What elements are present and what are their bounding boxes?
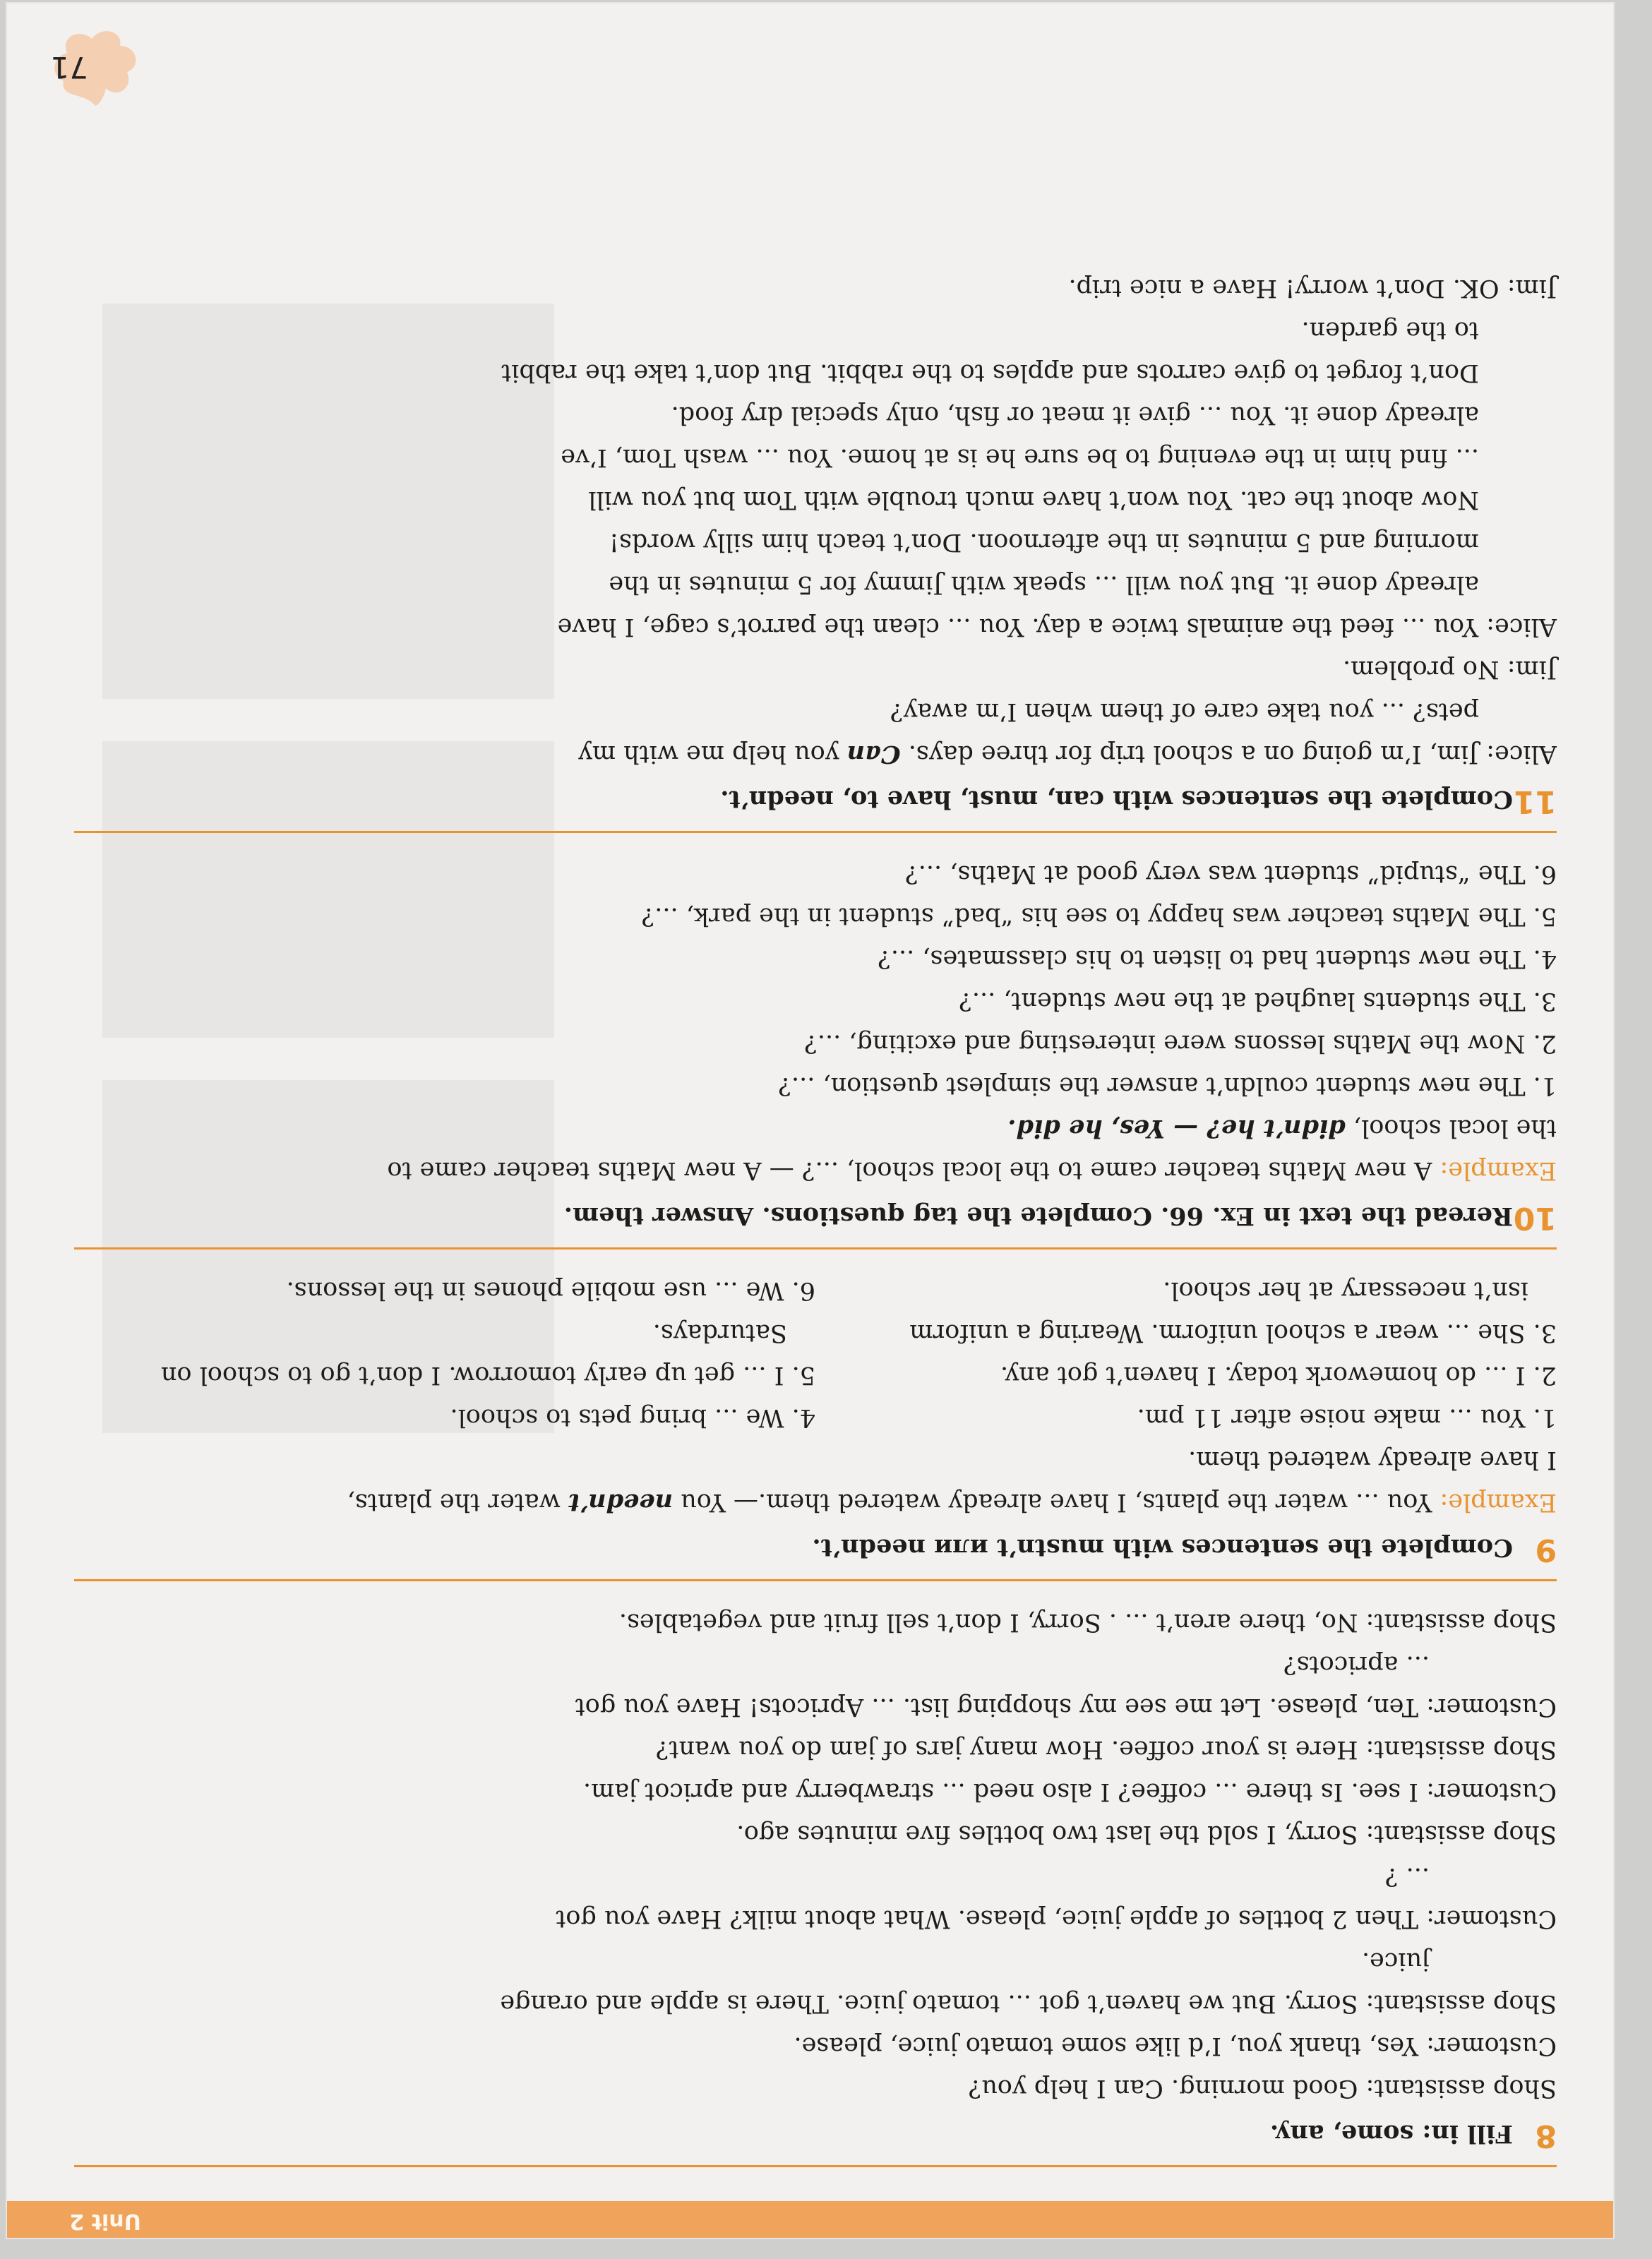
dialogue-line: Don’t forget to give carrots and apples to the rabbit. But don’t take the rabbit — [501, 359, 1479, 387]
dialogue-line: Customer: Then 2 bottles of apple juice, please. What about milk? Have you got — [556, 1905, 1557, 1933]
exercise-instruction: Reread the text in Ex. 66. Complete the tag questions. Answer them. — [563, 1202, 1513, 1230]
sentence-item: 5. I ... get up early tomorrow. I don’t go to school on Saturdays. — [160, 1319, 815, 1389]
example-line: I have already watered them. — [1188, 1446, 1557, 1474]
sentence-item: 6. We ... use mobile phones in the lessons. — [286, 1276, 815, 1305]
exercise-number: 10 — [1513, 1200, 1557, 1236]
page-content — [74, 267, 1557, 2167]
dialogue-line: Jim: No problem. — [1343, 655, 1557, 683]
exercise-10 — [74, 853, 1557, 1250]
exercise-10-header — [74, 1194, 1557, 1250]
exercise-number: 11 — [1513, 784, 1557, 820]
unit-header-band — [7, 2201, 1613, 2238]
dialogue-line: Customer: Ten, please. Let me see my shopping list. ... Apricots! Have you got — [575, 1693, 1557, 1721]
exercise-8-header — [74, 2112, 1557, 2167]
sentence-item: 2. Now the Maths lessons were interesting and exciting, ...? — [804, 1029, 1557, 1057]
sentence-item: 3. The students laughed at the new student, ...? — [959, 987, 1557, 1015]
sentence-item: 4. The new student had to listen to his classmates, ...? — [878, 945, 1557, 973]
dialogue-line: Jim: OK. Don’t worry! Have a nice trip. — [1068, 274, 1557, 302]
exercise-9-header — [74, 1526, 1557, 1581]
exercise-11-header — [74, 778, 1557, 833]
dialogue-line: juice. — [1361, 1947, 1430, 1975]
left-column — [815, 1269, 1557, 1439]
dialogue-line: Shop assistant: Here is your coffee. How many jars of jam do you want? — [655, 1735, 1557, 1763]
dialogue-line — [74, 733, 1557, 775]
exercise-9 — [74, 1269, 1557, 1581]
dialogue-line: ... apricots? — [1283, 1650, 1430, 1679]
dialogue-line: morning and 5 minutes in the afternoon. Don’t teach him silly words! — [609, 528, 1479, 556]
sentence-item: 6. The “stupid” student was very good at Maths, ...? — [905, 860, 1557, 888]
dialogue-line: ... find him in the evening to be sure he is at home. You ... wash Tom, I’ve — [561, 443, 1479, 472]
example-line — [74, 1481, 1557, 1523]
example-answer: needn’t — [568, 1488, 674, 1517]
page-number: 71 — [50, 50, 88, 85]
dialogue-text: you help me with my — [578, 740, 847, 768]
sentence-item: 3. She ... wear a school uniform. Wearing a uniform isn’t necessary at her school. — [909, 1276, 1557, 1347]
sentence-item: 5. The Maths teacher was happy to see his “bad” student in the park, ...? — [641, 902, 1557, 930]
example-label: Example: — [1439, 1156, 1557, 1185]
dialogue-line: Shop assistant: Good morning. Can I help you? — [968, 2074, 1557, 2102]
exercise-instruction: Complete the sentences with mustn’t или needn’t. — [812, 1533, 1513, 1562]
example-answer: Can — [846, 740, 901, 769]
dialogue-line: Shop assistant: Sorry, I sold the last two bottles five minutes ago. — [736, 1820, 1557, 1848]
exercise-number: 8 — [1535, 2118, 1557, 2154]
dialogue-line: already done it. You ... give it meat or fish, only special dry food. — [671, 401, 1479, 429]
sentence-item: 1. The new student couldn’t answer the simplest question, ...? — [778, 1072, 1557, 1100]
exercise-8 — [74, 1601, 1557, 2167]
dialogue-line: Customer: Yes, thank you, I’d like some tomato juice, please. — [794, 2032, 1557, 2060]
textbook-page — [7, 4, 1613, 2238]
dialogue-text: Alice: Jim, I’m going on a school trip for three days. — [900, 740, 1557, 768]
example-line — [74, 1107, 1557, 1149]
unit-label: Unit 2 — [69, 2209, 141, 2234]
example-label: Example: — [1439, 1488, 1557, 1516]
exercise-instruction: Fill in: some, any. — [1269, 2119, 1513, 2148]
exercise-instruction: Complete the sentences with can, must, have to, needn’t. — [720, 785, 1513, 814]
sentence-item: 2. I ... do homework today. I haven’t got any. — [1000, 1361, 1557, 1389]
exercise-number: 9 — [1535, 1532, 1557, 1568]
example-line — [74, 1149, 1557, 1192]
dialogue-line: to the garden. — [1301, 316, 1479, 344]
dialogue-line: Alice: You ... feed the animals twice a day. You ... clean the parrot’s cage, I have — [557, 613, 1557, 641]
sentence-columns — [74, 1269, 1557, 1439]
example-text: A new Maths teacher came to the local school, ...? — A new Maths teacher came to — [387, 1156, 1432, 1185]
sentence-item: 4. We ... bring pets to school. — [450, 1403, 815, 1432]
exercise-11 — [74, 267, 1557, 833]
sentence-item: 1. You ... make noise after 11 pm. — [1137, 1403, 1557, 1432]
dialogue-line: Now about the cat. You won’t have much trouble with Tom but you will — [588, 486, 1479, 514]
example-text: You ... water the plants, I have already watered them.— You — [673, 1488, 1432, 1516]
example-text: the local school, — [1345, 1114, 1557, 1142]
dialogue-line: already done it. But you will ... speak with Jimmy for 5 minutes in the — [609, 570, 1479, 599]
dialogue-line: Shop assistant: Sorry. But we haven’t got ... tomato juice. There is apple and orange — [500, 1989, 1557, 2018]
dialogue-line: pets? ... you take care of them when I’m away? — [890, 697, 1479, 726]
dialogue-line: Customer: I see. Is there ... coffee? I also need ... strawberry and apricot jam. — [583, 1778, 1557, 1806]
dialogue-line: ... ? — [1384, 1862, 1430, 1891]
right-column — [74, 1269, 815, 1439]
example-answer: didn’t he? — Yes, he did. — [1007, 1114, 1346, 1143]
example-text: water the plants, — [347, 1488, 568, 1516]
dialogue-line: Shop assistant: No, there aren’t ... . Sorry, I don’t sell fruit and vegetables. — [618, 1608, 1557, 1636]
